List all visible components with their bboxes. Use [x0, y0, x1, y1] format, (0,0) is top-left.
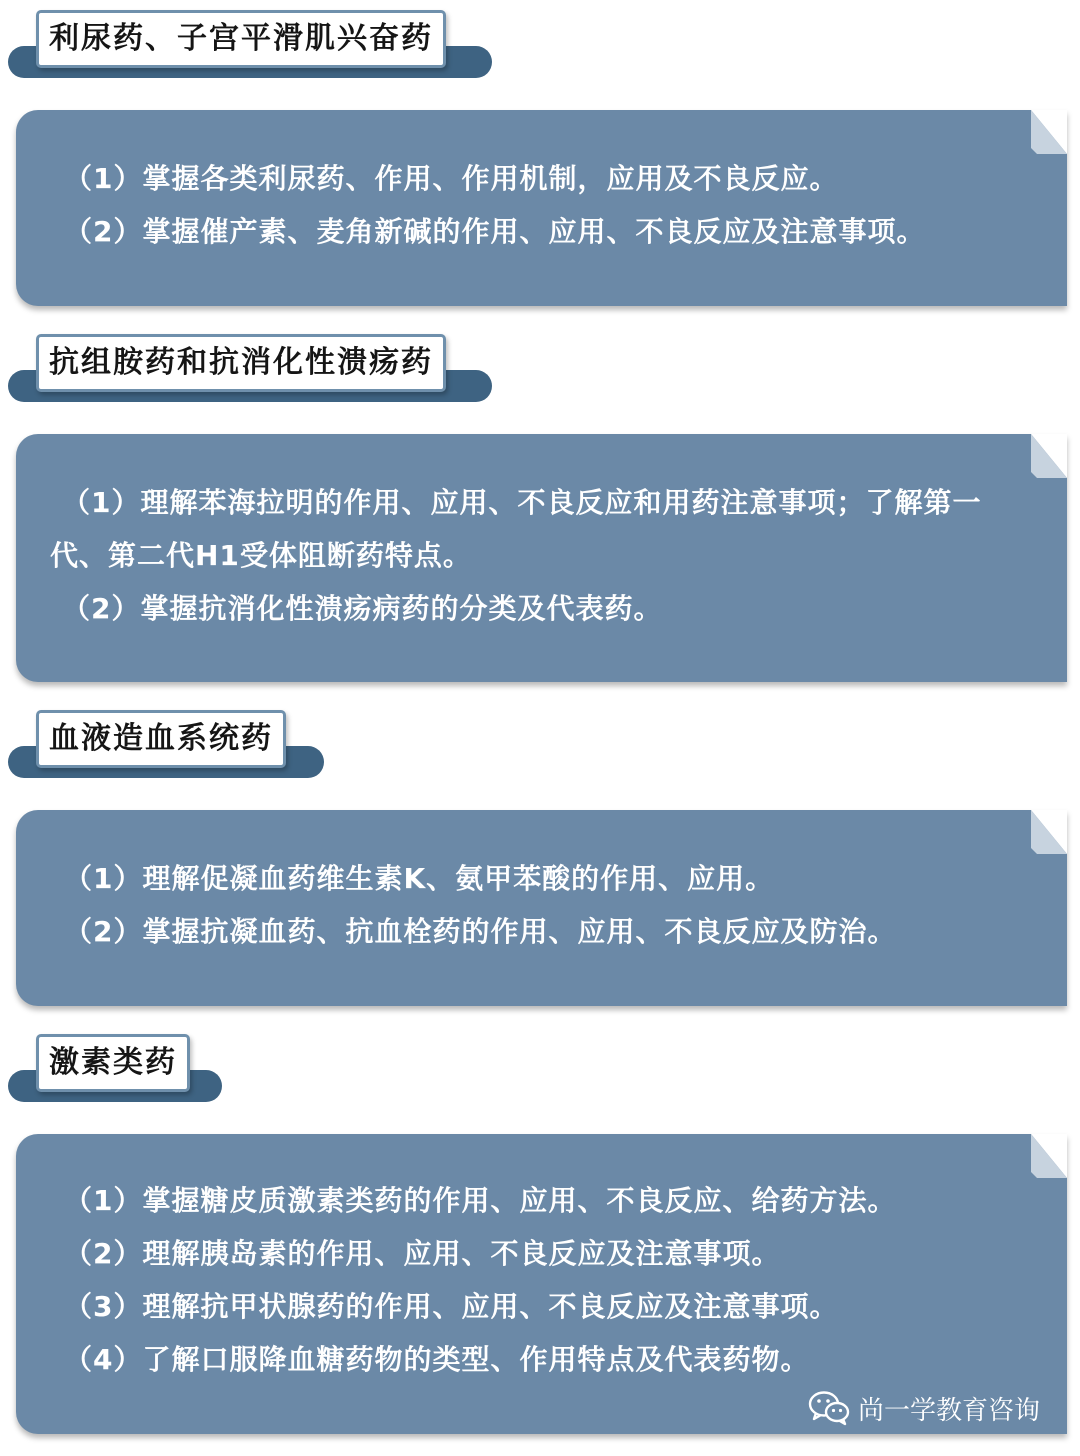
list-item: （1）理解促凝血药维生素K、氨甲苯酸的作用、应用。	[64, 862, 775, 895]
section-heading: 激素类药	[36, 1034, 190, 1092]
section-diuretics	[0, 0, 1080, 310]
list-item: （1）掌握糖皮质激素类药的作用、应用、不良反应、给药方法。	[64, 1184, 897, 1217]
list-item: （1）掌握各类利尿药、作用、作用机制，应用及不良反应。	[64, 162, 839, 195]
section-heading: 抗组胺药和抗消化性溃疡药	[36, 334, 446, 392]
wechat-icon	[808, 1390, 850, 1426]
section-heading: 利尿药、子宫平滑肌兴奋药	[36, 10, 446, 68]
folded-corner-icon	[1031, 1134, 1067, 1178]
list-item: （3）理解抗甲状腺药的作用、应用、不良反应及注意事项。	[64, 1290, 839, 1323]
watermark-text: 尚一学教育咨询	[858, 1395, 1041, 1426]
section-antihistamines	[0, 324, 1080, 690]
section-hormones	[0, 1024, 1080, 1444]
folded-corner-icon	[1031, 434, 1067, 478]
list-item: （2）理解胰岛素的作用、应用、不良反应及注意事项。	[64, 1237, 781, 1270]
list-item: （2）掌握抗消化性溃疡病药的分类及代表药。	[62, 592, 663, 625]
content-card	[16, 434, 1067, 682]
content-card	[16, 110, 1067, 306]
list-item: （2）掌握抗凝血药、抗血栓药的作用、应用、不良反应及防治。	[64, 915, 897, 948]
content-card	[16, 810, 1067, 1006]
section-blood-drugs	[0, 700, 1080, 1010]
folded-corner-icon	[1031, 810, 1067, 854]
watermark	[808, 1386, 1040, 1430]
section-heading: 血液造血系统药	[36, 710, 286, 768]
list-item: （4）了解口服降血糖药物的类型、作用特点及代表药物。	[64, 1343, 810, 1376]
list-item: （2）掌握催产素、麦角新碱的作用、应用、不良反应及注意事项。	[64, 215, 926, 248]
list-item: （1）理解苯海拉明的作用、应用、不良反应和用药注意事项；了解第一代、第二代H1受体阻断药特点。	[50, 486, 982, 572]
folded-corner-icon	[1031, 110, 1067, 154]
